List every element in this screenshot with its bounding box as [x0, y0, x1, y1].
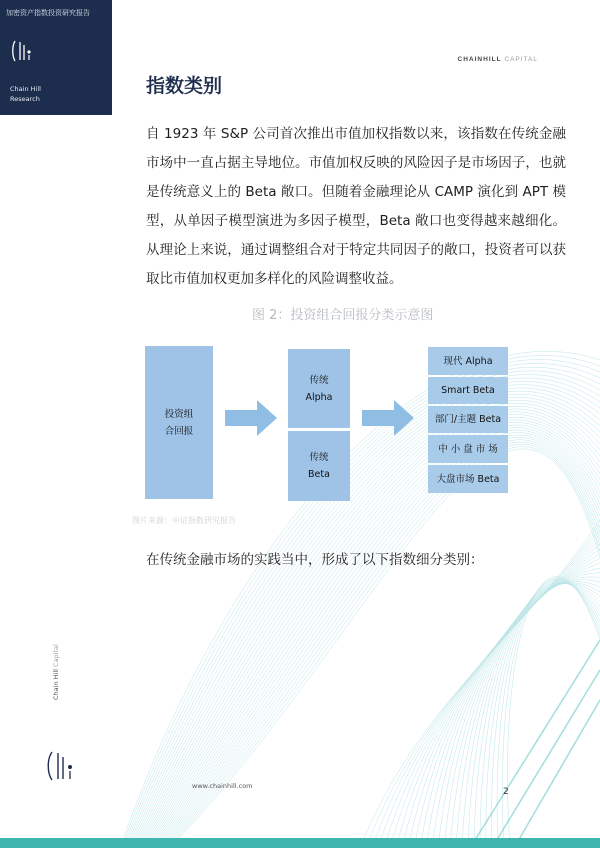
chainhill-logo-icon — [44, 748, 80, 784]
vertical-brand-bold: Chain Hill — [52, 669, 60, 700]
sidebar-brand-line2: Research — [10, 95, 40, 103]
section-heading: 指数类别 — [146, 75, 223, 97]
header-brand-bold: CHAINHILL — [457, 56, 502, 63]
diagram-box-small-mid-cap: 中 小 盘 市 场 — [428, 435, 508, 463]
page-number: 2 — [503, 787, 509, 797]
sidebar-brand-line1: Chain Hill — [10, 85, 41, 93]
figure-caption: 图 2：投资组合回报分类示意图 — [252, 308, 434, 323]
header-brand-light: CAPITAL — [504, 56, 538, 63]
report-series-title: 加密资产指数投资研究报告 — [6, 9, 90, 17]
sidebar-brand-text — [10, 84, 41, 104]
header-brand — [458, 56, 538, 63]
sidebar-header-block — [0, 0, 112, 115]
diagram-box-traditional-beta: 传统 Beta — [288, 431, 350, 501]
vertical-brand-light: Capital — [52, 644, 60, 667]
website-link[interactable]: www.chainhill.com — [192, 782, 253, 790]
closing-sentence: 在传统金融市场的实践当中，形成了以下指数细分类别： — [146, 552, 484, 568]
diagram-box-modern-alpha: 现代 Alpha — [428, 347, 508, 375]
bottom-accent-bar — [0, 838, 600, 848]
diagram-box-smart-beta: Smart Beta — [428, 377, 508, 404]
vertical-brand-text — [52, 644, 60, 700]
chainhill-logo-icon — [10, 38, 36, 64]
diagram-box-large-cap-beta: 大盘市场 Beta — [428, 465, 508, 493]
body-paragraph: 自 1923 年 S&P 公司首次推出市值加权指数以来，该指数在传统金融市场中一直占据主导地位。市值加权反映的风险因子是市场因子，也就是传统意义上的 Beta 敞口。但随着金融理论从 CAMP 演化到 APT 模型，从单因子模型演进为多因子模型，Beta 敞口也变得越来越细化。从理论上来说，通过调整组合对于特定共同因子的敞口，投资者可以获取比市值加权更加多样化的风险调整收益。 — [146, 126, 566, 287]
figure-source-note: 图片来源：中证指数研究报告 — [132, 516, 236, 525]
diagram-box-traditional-alpha: 传统 Alpha — [288, 349, 350, 428]
diagram-box-portfolio-return: 投资组 合回报 — [145, 346, 213, 499]
diagram-box-sector-theme-beta: 部门/主题 Beta — [428, 406, 508, 433]
